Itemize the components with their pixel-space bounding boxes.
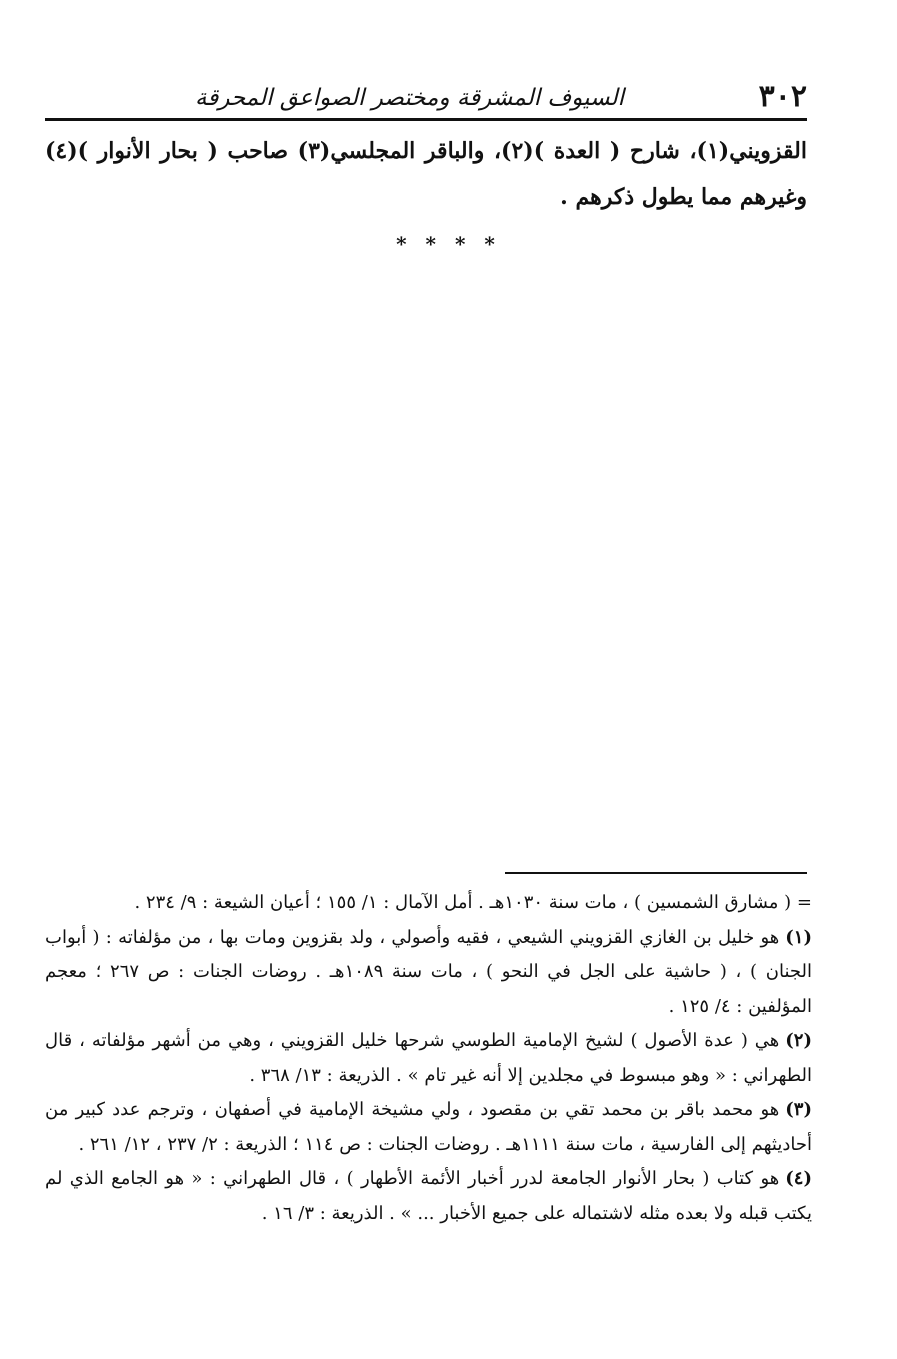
page-header bbox=[45, 72, 807, 116]
footnote-text: = ( مشارق الشمسين ) ، مات سنة ١٠٣٠هـ . أمل الآمال : ١/ ١٥٥ ؛ أعيان الشيعة : ٩/ ٢٣٤ . bbox=[134, 892, 812, 913]
section-separator: * * * * bbox=[396, 232, 501, 256]
footnote-text: هي ( عدة الأصول ) لشيخ الإمامية الطوسي شرحها خليل القزويني ، وهي من أشهر مؤلفاته ، قال الطهراني : « وهو مبسوط في مجلدين إلا أنه غير تام » . الذريعة : ١٣/ ٣٦٨ . bbox=[45, 1030, 812, 1086]
footnote-text: هو محمد باقر بن محمد تقي بن مقصود ، ولي مشيخة الإمامية في أصفهان ، وترجم عدد كبير من أحاديثهم إلى الفارسية ، مات سنة ١١١١هـ . روضات الجنات : ص ١١٤ ؛ الذريعة : ٢/ ٢٣٧ ، ١٢/ ٢٦١ . bbox=[45, 1099, 812, 1155]
main-text bbox=[45, 128, 807, 220]
footnote-continuation bbox=[45, 886, 812, 921]
footnote-label: (٢) bbox=[785, 1030, 812, 1051]
footnotes bbox=[45, 886, 812, 1231]
footnote-text: هو كتاب ( بحار الأنوار الجامعة لدرر أخبار الأئمة الأطهار ) ، قال الطهراني : « هو الجامع الذي لم يكتب قبله ولا بعده مثله لاشتماله على جميع الأخبار ... » . الذريعة : ٣/ ١٦ . bbox=[45, 1168, 812, 1224]
footnote-3 bbox=[45, 1093, 812, 1162]
header-rule bbox=[45, 118, 807, 121]
footnote-4 bbox=[45, 1162, 812, 1231]
footnote-1 bbox=[45, 921, 812, 1025]
running-title: السيوف المشرقة ومختصر الصواعق المحرقة bbox=[195, 85, 624, 111]
footnote-label: (٤) bbox=[785, 1168, 812, 1189]
footnote-label: (٣) bbox=[785, 1099, 812, 1120]
footnote-2 bbox=[45, 1024, 812, 1093]
footnote-rule bbox=[505, 872, 807, 874]
page-number: ٣٠٢ bbox=[758, 79, 807, 114]
footnote-label: (١) bbox=[785, 926, 812, 948]
footnote-text: هو خليل بن الغازي القزويني الشيعي ، فقيه وأصولي ، ولد بقزوين ومات بها ، من مؤلفاته : ( أبواب الجنان ) ، ( حاشية على الجل في النحو ) ، مات سنة ١٠٨٩هـ . روضات الجنات : ص ٢٦٧ ؛ معجم المؤلفين : ٤/ ١٢٥ . bbox=[45, 926, 812, 1017]
body-paragraph: القزويني(١)، شارح ( العدة )(٢)، والباقر المجلسي(٣) صاحب ( بحار الأنوار )(٤) وغيرهم مما يطول ذكرهم . bbox=[45, 138, 807, 210]
